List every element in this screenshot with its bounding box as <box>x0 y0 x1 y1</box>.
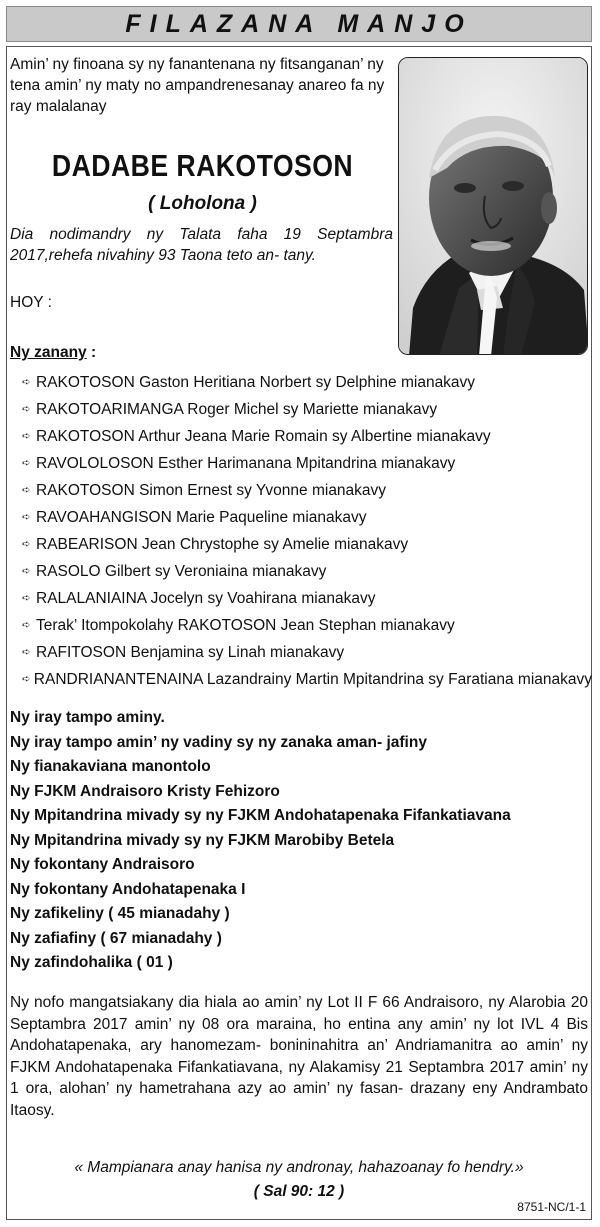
portrait-image <box>399 58 588 355</box>
family-line: Ny Mpitandrina mivady sy ny FJKM Marobiby Betela <box>10 831 395 849</box>
child-name: RAKOTOSON Arthur Jeana Marie Romain sy Albertine mianakavy <box>36 427 491 445</box>
family-line: Ny fianakaviana manontolo <box>10 758 211 776</box>
bullet-icon: ➪ <box>22 539 31 550</box>
ad-code: 8751-NC/1-1 <box>517 1200 586 1214</box>
child-name: RANDRIANANTENAINA Lazandrainy Martin Mpitandrina sy Faratiana mianakavy <box>33 670 592 688</box>
bullet-icon: ➪ <box>22 404 31 415</box>
bullet-icon: ➪ <box>22 620 31 631</box>
child-name: RABEARISON Jean Chrystophe sy Amelie mianakavy <box>36 535 409 553</box>
child-name: Terak’ Itompokolahy RAKOTOSON Jean Stephan mianakavy <box>36 616 455 634</box>
bullet-icon: ➪ <box>22 485 31 496</box>
list-item <box>22 666 592 693</box>
family-line: Ny Mpitandrina mivady sy ny FJKM Andohatapenaka Fifankatiavana <box>10 807 511 825</box>
deceased-name: DADABE RAKOTOSON <box>51 148 354 183</box>
list-item <box>22 612 592 639</box>
bullet-icon: ➪ <box>22 647 31 658</box>
family-line: Ny iray tampo amin’ ny vadiny sy ny zanaka aman- jafiny <box>10 733 427 751</box>
bullet-icon: ➪ <box>22 431 31 442</box>
child-name: RAVOLOLOSON Esther Harimanana Mpitandrina mianakavy <box>36 454 456 472</box>
bullet-icon: ➪ <box>22 458 31 469</box>
family-line: Ny zafiafiny ( 67 mianadahy ) <box>10 929 222 947</box>
child-name: RAFITOSON Benjamina sy Linah mianakavy <box>36 643 345 661</box>
funeral-details: Ny nofo mangatsiakany dia hiala ao amin’ ny Lot II F 66 Andraisoro, ny Alarobia 20 Septambra 2017 amin’ ny 08 ora maraina, ho entina any amin’ ny lot IVL 4 Bis Andohatapenaka, ary hanomezam- bonininahitra an’ Andriamanitra ao amin’ ny FJKM Andohatapenaka Fifankatiavana, ny Alakamisy 21 Septambra 2017 amin’ ny 1 ora, alohan’ ny hametrahana azy ao amin’ ny fasan- drazany eny Andrambato Itaosy. <box>10 994 588 1119</box>
family-line: Ny fokontany Andraisoro <box>10 856 195 874</box>
notice-banner <box>6 6 592 42</box>
family-line: Ny zafikeliny ( 45 mianadahy ) <box>10 905 230 923</box>
list-item <box>22 477 592 504</box>
intro-text: Amin’ ny finoana sy ny fanantenana ny fitsanganan’ ny tena amin’ ny maty no ampandrenesanay anareo fa ny ray malalanay <box>10 56 385 115</box>
child-name: RASOLO Gilbert sy Veroniaina mianakavy <box>36 562 327 580</box>
portrait-photo <box>398 57 588 355</box>
list-item <box>22 504 592 531</box>
list-item <box>22 558 592 585</box>
bullet-icon: ➪ <box>22 377 31 388</box>
hoy-label: HOY : <box>10 294 52 311</box>
child-name: RAKOTOSON Gaston Heritiana Norbert sy Delphine mianakavy <box>36 373 476 391</box>
bullet-icon: ➪ <box>22 593 31 604</box>
list-item <box>22 369 592 396</box>
bullet-icon: ➪ <box>22 674 31 685</box>
bullet-icon: ➪ <box>22 566 31 577</box>
children-heading-label: Ny zanany <box>10 344 87 361</box>
list-item <box>22 531 592 558</box>
closing-quote: « Mampianara anay hanisa ny andronay, hahazoanay fo hendry.» <box>74 1159 524 1176</box>
list-item <box>22 585 592 612</box>
bullet-icon: ➪ <box>22 512 31 523</box>
family-line: Ny FJKM Andraisoro Kristy Fehizoro <box>10 782 280 800</box>
deceased-alias: ( Loholona ) <box>148 193 257 214</box>
child-name: RAKOTOSON Simon Ernest sy Yvonne mianakavy <box>36 481 387 499</box>
list-item <box>22 450 592 477</box>
family-line: Ny zafindohalika ( 01 ) <box>10 954 173 972</box>
quote-reference: ( Sal 90: 12 ) <box>253 1183 345 1200</box>
list-item <box>22 639 592 666</box>
children-heading-suffix: : <box>86 344 97 361</box>
family-lines-list <box>10 706 590 976</box>
family-line: Ny fokontany Andohatapenaka I <box>10 880 246 898</box>
children-list <box>22 369 592 693</box>
child-name: RAKOTOARIMANGA Roger Michel sy Mariette mianakavy <box>36 400 438 418</box>
family-line: Ny iray tampo aminy. <box>10 709 165 727</box>
child-name: RALALANIAINA Jocelyn sy Voahirana mianakavy <box>36 589 376 607</box>
death-note: Dia nodimandry ny Talata faha 19 Septambra 2017,rehefa nivahiny 93 Taona teto an- tany. <box>10 226 393 264</box>
child-name: RAVOAHANGISON Marie Paqueline mianakavy <box>36 508 367 526</box>
list-item <box>22 423 592 450</box>
children-heading <box>10 344 96 362</box>
list-item <box>22 396 592 423</box>
banner-title: FILAZANA MANJO <box>125 9 473 38</box>
